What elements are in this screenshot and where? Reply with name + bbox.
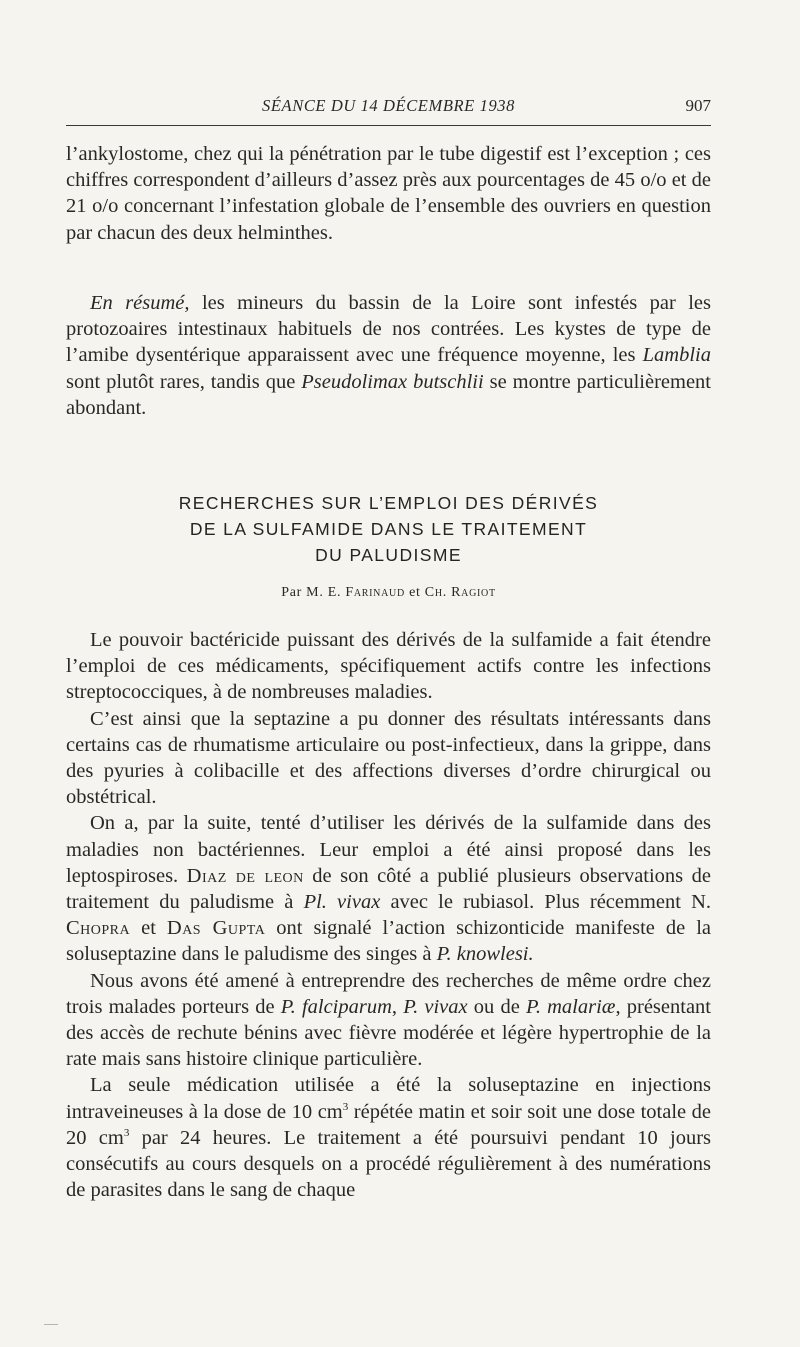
p3-text-a: On a, par la suite, tenté d’utiliser les dérivés de la sulfamide dans des maladies non bactériennes. Leur emploi a été ainsi proposé dans les leptospiroses. <box>66 812 711 887</box>
superscript-3: 3 <box>342 1100 349 1113</box>
article-body <box>66 627 711 1203</box>
body-paragraph-3 <box>66 810 711 967</box>
summary-text-3: se montre particulièrement abondant. <box>66 370 711 419</box>
superscript-3: 3 <box>123 1127 130 1140</box>
summary-lead: En résumé, <box>90 292 190 314</box>
species-p-knowlesi: P. knowlesi. <box>436 943 534 966</box>
running-head-title: SÉANCE DU 14 DÉCEMBRE 1938 <box>262 96 515 115</box>
p3-text-b: de son côté a publié plusieurs observations de traitement du paludisme à <box>66 864 712 914</box>
summary-text <box>66 290 711 421</box>
p3-text-c: avec le rubiasol. Plus récemment N. <box>380 891 711 914</box>
page-number: 907 <box>685 96 711 115</box>
page-edge-mark <box>44 1324 58 1325</box>
body-paragraph-2: C’est ainsi que la septazine a pu donner des résultats intéressants dans certains cas de rhumatisme articulaire ou post-infectieux, dans la grippe, dans des pyuries à colibacille et des affections diverses d’ordre chirurgical ou obstétrical. <box>66 707 711 809</box>
p4-text-d: , présentant des accès de rechute bénins avec fièvre modérée et légère hypertrophie de la rate mais sans histoire clinique particulière. <box>66 995 711 1071</box>
summary-text-1: les mineurs du bassin de la Loire sont infestés par les protozoaires intestinaux habituels de nos contrées. Les kystes de type de l’amibe dysentérique apparaissent avec une fréquence moyenne, les <box>66 292 711 367</box>
species-p-falciparum: P. falciparum <box>280 995 392 1018</box>
continuation-paragraph <box>66 141 711 246</box>
body-paragraph-5 <box>66 1072 711 1203</box>
p3-text-d: et <box>130 917 167 940</box>
summary-paragraph <box>66 290 711 421</box>
running-head <box>66 96 711 122</box>
article-title-line-3: DU PALUDISME <box>315 545 462 565</box>
species-p-malariae: P. malariæ <box>525 995 616 1018</box>
article-title-line-1: RECHERCHES SUR L’EMPLOI DES DÉRIVÉS <box>178 493 599 513</box>
species-p-vivax: P. vivax <box>403 995 468 1018</box>
author-farinaud: M. E. Farinaud <box>306 585 405 600</box>
byline-prefix: Par <box>281 585 307 600</box>
article-title-line-2: DE LA SULFAMIDE DANS LE TRAITEMENT <box>189 519 588 539</box>
species-pl-vivax: Pl. vivax <box>303 891 381 914</box>
p5-text-c: par 24 heures. Le traitement a été poursuivi pendant 10 jours consécutifs au cours desquels on a procédé régulièrement à des numérations de parasites dans le sang de chaque <box>66 1126 712 1202</box>
p5-text-b: répétée matin et soir soit une dose totale de 20 cm <box>66 1100 711 1149</box>
body-paragraph-1: Le pouvoir bactéricide puissant des dérivés de la sulfamide a fait étendre l’emploi de ces médicaments, spécifiquement actifs contre les infections streptococciques, à de nombreuses maladies. <box>66 629 711 704</box>
p4-text-a: Nous avons été amené à entreprendre des recherches de même ordre chez trois malades porteurs de <box>66 969 711 1018</box>
summary-text-2: sont plutôt rares, tandis que <box>66 370 302 393</box>
author-das-gupta: Das Gupta <box>166 917 266 940</box>
p3-text-e: ont signalé l’action schizonticide manifeste de la soluseptazine dans le paludisme des singes à <box>66 917 711 966</box>
body-paragraph-4 <box>66 968 711 1073</box>
genus-lamblia: Lamblia <box>642 344 711 367</box>
author-chopra: Chopra <box>66 917 131 940</box>
byline-and: et <box>404 585 425 600</box>
byline <box>66 585 711 601</box>
continuation-text: l’ankylostome, chez qui la pénétration par le tube digestif est l’exception ; ces chiffres correspondent d’ailleurs d’assez près aux pourcentages de 45 o/o et de 21 o/o concernant l’infestation globale de l’ensemble des ouvriers en question par chacun des deux helminthes. <box>66 143 711 244</box>
article-title <box>66 490 711 568</box>
author-ragiot: Ch. Ragiot <box>424 585 496 600</box>
header-rule <box>66 125 711 126</box>
species-pseudolimax: Pseudolimax butschlii <box>301 370 484 393</box>
p4-text-c: ou de <box>467 995 526 1018</box>
p4-text-b: , <box>391 995 404 1018</box>
author-diaz-de-leon: Diaz de leon <box>186 864 304 887</box>
p5-text-a: La seule médication utilisée a été la soluseptazine en injections intraveineuses à la dose de 10 cm <box>66 1074 711 1123</box>
